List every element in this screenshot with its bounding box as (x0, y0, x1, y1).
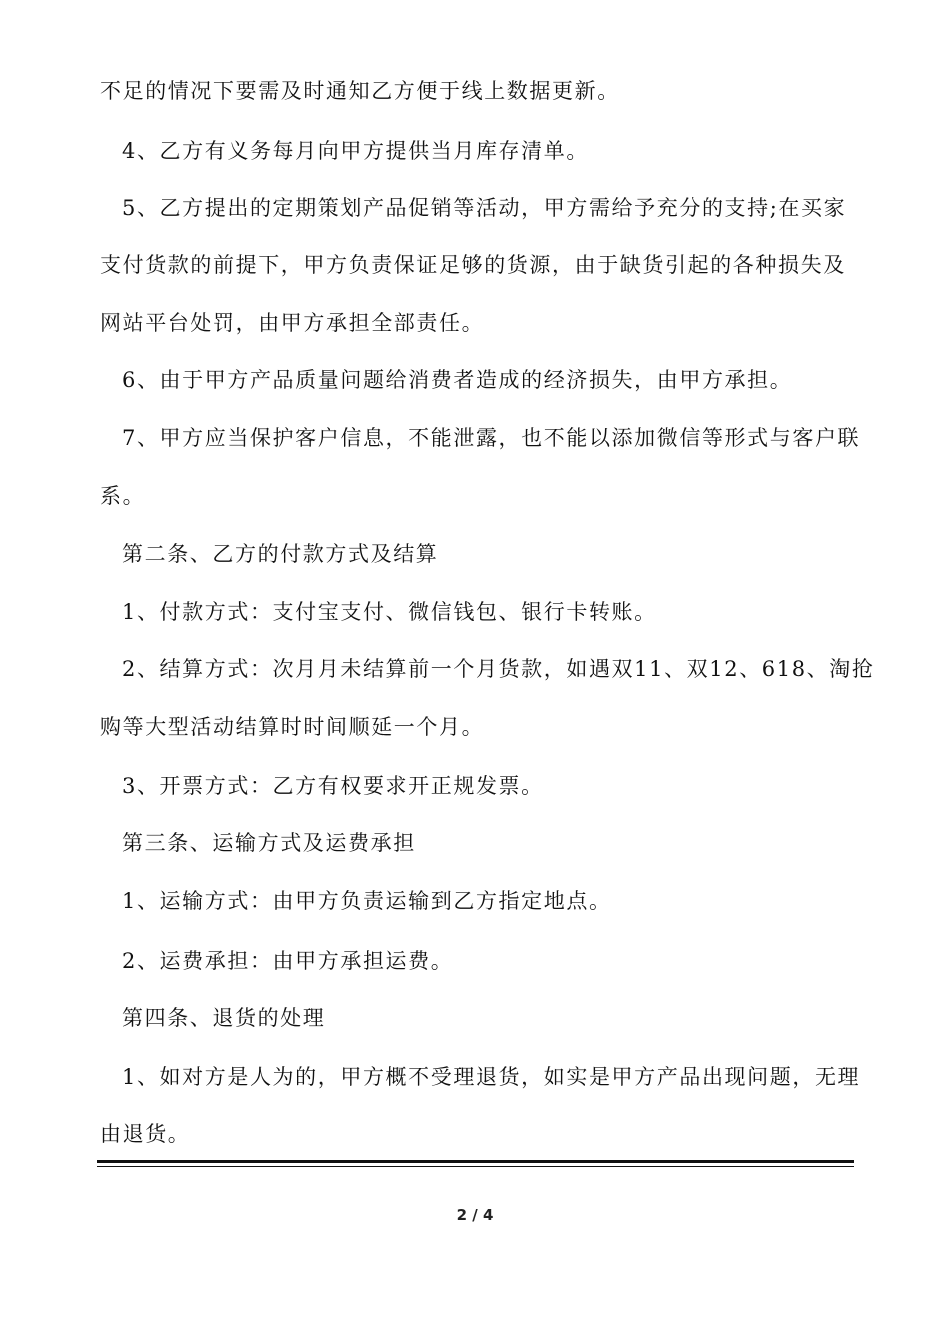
text-line: 2、结算方式：次月月未结算前一个月货款，如遇双11、双12、618、淘抢 (122, 657, 875, 681)
text-line: 系。 (100, 484, 146, 508)
text-line: 支付货款的前提下，甲方负责保证足够的货源，由于缺货引起的各种损失及 (100, 253, 846, 277)
page-number: 2 / 4 (456, 1206, 494, 1224)
text-line: 6、由于甲方产品质量问题给消费者造成的经济损失，由甲方承担。 (122, 368, 793, 392)
text-line: 1、付款方式：支付宝支付、微信钱包、银行卡转账。 (122, 600, 657, 624)
section-heading: 第四条、退货的处理 (122, 1006, 326, 1030)
footer-divider (97, 1160, 854, 1163)
text-line: 由退货。 (100, 1122, 191, 1146)
text-line: 不足的情况下要需及时通知乙方便于线上数据更新。 (100, 79, 620, 103)
text-line: 1、如对方是人为的，甲方概不受理退货，如实是甲方产品出现问题，无理 (122, 1065, 861, 1089)
text-line: 3、开票方式：乙方有权要求开正规发票。 (122, 774, 544, 798)
text-line: 购等大型活动结算时时间顺延一个月。 (100, 715, 485, 739)
text-line: 网站平台处罚，由甲方承担全部责任。 (100, 311, 485, 335)
section-heading: 第三条、运输方式及运费承担 (122, 831, 416, 855)
text-line: 4、乙方有义务每月向甲方提供当月库存清单。 (122, 139, 589, 163)
text-line: 5、乙方提出的定期策划产品促销等活动，甲方需给予充分的支持;在买家 (122, 196, 847, 220)
text-line: 2、运费承担：由甲方承担运费。 (122, 949, 454, 973)
text-line: 7、甲方应当保护客户信息，不能泄露，也不能以添加微信等形式与客户联 (122, 426, 861, 450)
footer-divider-thin (97, 1166, 854, 1167)
section-heading: 第二条、乙方的付款方式及结算 (122, 542, 439, 566)
text-line: 1、运输方式：由甲方负责运输到乙方指定地点。 (122, 889, 612, 913)
